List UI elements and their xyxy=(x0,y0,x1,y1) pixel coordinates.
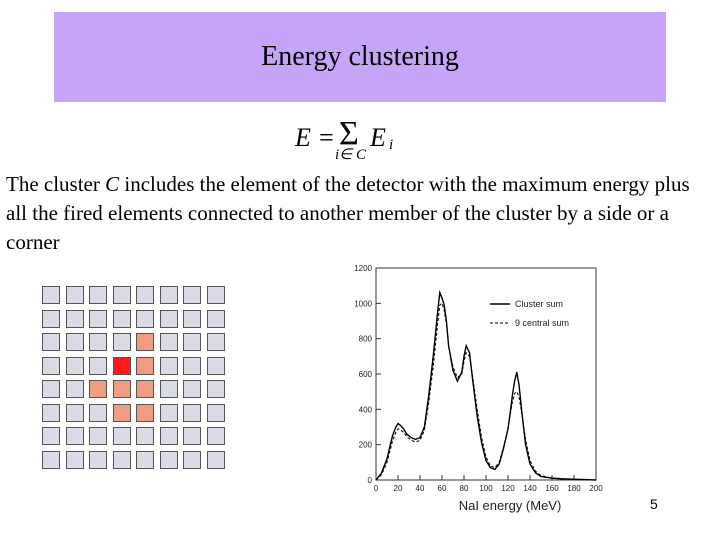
x-tick-label: 160 xyxy=(545,484,559,493)
detector-cell xyxy=(136,451,154,469)
description-cluster-symbol: C xyxy=(105,172,120,196)
detector-cell xyxy=(66,333,84,351)
detector-cell xyxy=(42,451,60,469)
detector-cell xyxy=(160,310,178,328)
detector-cell xyxy=(136,310,154,328)
detector-cell xyxy=(183,427,201,445)
detector-cell xyxy=(207,404,225,422)
detector-cell xyxy=(160,451,178,469)
detector-cell xyxy=(183,286,201,304)
y-tick-label: 1200 xyxy=(354,264,372,273)
detector-cell xyxy=(113,286,131,304)
detector-cell-fired xyxy=(89,380,107,398)
detector-cell xyxy=(136,427,154,445)
detector-cell xyxy=(207,380,225,398)
x-tick-label: 20 xyxy=(393,484,403,493)
y-tick-label: 600 xyxy=(358,370,372,379)
detector-cell xyxy=(136,286,154,304)
detector-cell xyxy=(89,333,107,351)
detector-cell xyxy=(183,310,201,328)
detector-cell xyxy=(113,310,131,328)
detector-cell xyxy=(89,427,107,445)
x-tick-label: 120 xyxy=(501,484,515,493)
detector-cell xyxy=(42,357,60,375)
detector-cell xyxy=(160,357,178,375)
detector-cell xyxy=(42,333,60,351)
description-part-3: includes the element of the detector with the maximum energy plus all the fired elements connected to another member of the cluster by a side or a corner xyxy=(6,172,690,254)
detector-cell-max xyxy=(113,357,131,375)
y-tick-label: 1000 xyxy=(354,299,372,309)
detector-cell xyxy=(89,404,107,422)
y-tick-label: 800 xyxy=(358,334,372,344)
detector-cell xyxy=(42,380,60,398)
detector-cell xyxy=(183,380,201,398)
chart-axes xyxy=(354,264,603,493)
series-line-2 xyxy=(376,303,596,480)
x-tick-label: 100 xyxy=(479,484,493,493)
x-tick-label: 0 xyxy=(373,484,379,493)
detector-cell-fired xyxy=(113,404,131,422)
detector-cell xyxy=(113,427,131,445)
detector-cell xyxy=(160,427,178,445)
detector-cell xyxy=(66,286,84,304)
detector-cell xyxy=(207,286,225,304)
detector-cell xyxy=(42,310,60,328)
formula-term-index: i xyxy=(389,137,394,153)
cluster-description xyxy=(6,170,696,257)
energy-formula xyxy=(295,115,435,167)
x-tick-label: 40 xyxy=(415,484,425,493)
x-axis-label: NaI energy (MeV) xyxy=(458,498,562,513)
detector-cell xyxy=(183,357,201,375)
description-part-1: The cluster xyxy=(6,172,106,196)
detector-cell xyxy=(89,310,107,328)
detector-cell xyxy=(160,286,178,304)
detector-cell xyxy=(160,333,178,351)
detector-cell xyxy=(160,404,178,422)
detector-cell-fired xyxy=(136,380,154,398)
x-tick-label: 80 xyxy=(459,484,469,493)
x-tick-label: 140 xyxy=(523,484,537,493)
energy-spectrum-chart xyxy=(338,258,608,520)
detector-cell-fired xyxy=(136,357,154,375)
detector-cell xyxy=(113,451,131,469)
detector-cell-fired xyxy=(113,380,131,398)
detector-cell xyxy=(183,333,201,351)
page-number: 5 xyxy=(650,496,658,512)
detector-cell xyxy=(183,404,201,422)
detector-cell xyxy=(89,286,107,304)
detector-cell xyxy=(42,286,60,304)
detector-cell xyxy=(207,427,225,445)
detector-cell xyxy=(66,427,84,445)
x-tick-label: 200 xyxy=(589,484,603,493)
title-banner xyxy=(54,12,666,102)
x-tick-label: 60 xyxy=(437,484,447,493)
detector-cell xyxy=(66,404,84,422)
detector-cell xyxy=(42,404,60,422)
y-tick-label: 0 xyxy=(367,476,372,485)
detector-cell xyxy=(89,357,107,375)
detector-cell xyxy=(207,357,225,375)
detector-cell xyxy=(113,333,131,351)
detector-cell xyxy=(89,451,107,469)
sum-index: i∈ C xyxy=(335,147,366,163)
detector-cell xyxy=(66,451,84,469)
detector-cell xyxy=(160,380,178,398)
detector-cell xyxy=(66,380,84,398)
detector-cell xyxy=(66,357,84,375)
detector-cell xyxy=(207,451,225,469)
legend-label: 9 central sum xyxy=(515,318,570,328)
x-tick-label: 180 xyxy=(567,484,581,493)
detector-grid xyxy=(42,286,225,469)
legend-label: Cluster sum xyxy=(515,299,564,309)
y-tick-label: 200 xyxy=(358,440,372,450)
formula-lhs: E = xyxy=(295,123,335,152)
detector-cell xyxy=(207,333,225,351)
detector-cell xyxy=(207,310,225,328)
detector-cell xyxy=(183,451,201,469)
detector-cell xyxy=(42,427,60,445)
sum-symbol: Σ xyxy=(339,115,359,152)
slide-title: Energy clustering xyxy=(261,41,459,72)
y-tick-label: 400 xyxy=(358,405,372,415)
detector-cell-fired xyxy=(136,333,154,351)
detector-cell xyxy=(66,310,84,328)
formula-term: E xyxy=(370,123,386,152)
detector-cell-fired xyxy=(136,404,154,422)
chart-legend xyxy=(490,299,569,328)
